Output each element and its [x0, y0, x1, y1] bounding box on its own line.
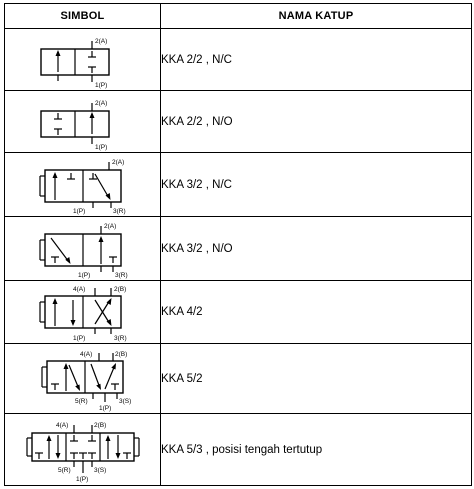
port-label: 1(P): [72, 335, 85, 342]
valve-name: KKA 5/3 , posisi tengah tertutup: [161, 414, 472, 486]
port-label: 4(A): [55, 421, 68, 429]
valve-5-3-symbol: [18, 417, 148, 483]
symbol-cell: [5, 344, 161, 414]
port-label: 2(B): [113, 286, 126, 293]
port-label: 2(A): [94, 37, 107, 45]
symbol-cell: [5, 414, 161, 486]
valve-name: KKA 2/2 , N/C: [161, 29, 472, 91]
valve-table: [4, 3, 472, 486]
valve-4-2-symbol: [23, 283, 143, 341]
port-label: 5(R): [57, 466, 71, 474]
port-label: 2(A): [111, 158, 124, 166]
symbol-cell: [5, 153, 161, 217]
port-label: 1(P): [94, 143, 107, 151]
port-label: 3(R): [112, 207, 126, 215]
table-row: [5, 344, 472, 414]
valve-name: KKA 3/2 , N/C: [161, 153, 472, 217]
port-label: 2(B): [93, 421, 106, 429]
valve-name: KKA 3/2 , N/O: [161, 217, 472, 281]
valve-3-2-no-symbol: [23, 220, 143, 278]
valve-3-2-nc-symbol: [23, 156, 143, 214]
port-label: 2(A): [103, 222, 116, 230]
header-row: [5, 4, 472, 29]
valve-5-2-symbol: [23, 347, 143, 411]
header-simbol: SIMBOL: [5, 4, 161, 29]
port-label: 1(P): [98, 404, 111, 412]
port-label: 3(R): [113, 335, 127, 342]
port-label: 2(B): [114, 350, 127, 358]
valve-name: KKA 5/2: [161, 344, 472, 414]
valve-2-2-nc-symbol: [23, 32, 143, 88]
table-row: [5, 91, 472, 153]
valve-name: KKA 2/2 , N/O: [161, 91, 472, 153]
port-label: 2(A): [94, 99, 107, 107]
table-row: [5, 153, 472, 217]
table-row: [5, 217, 472, 281]
port-label: 4(A): [79, 350, 92, 358]
table-row: [5, 414, 472, 486]
symbol-cell: [5, 91, 161, 153]
port-label: 1(P): [72, 207, 85, 215]
port-label: 3(S): [118, 397, 131, 405]
symbol-cell: [5, 217, 161, 281]
valve-name: KKA 4/2: [161, 281, 472, 344]
table-row: [5, 29, 472, 91]
port-label: 1(P): [77, 271, 90, 279]
symbol-cell: [5, 281, 161, 344]
table-row: [5, 281, 472, 344]
port-label: 4(A): [72, 286, 85, 293]
valve-2-2-no-symbol: [23, 94, 143, 150]
port-label: 3(S): [93, 466, 106, 474]
port-label: 5(R): [74, 397, 88, 405]
port-label: 1(P): [75, 475, 88, 483]
symbol-cell: [5, 29, 161, 91]
port-label: 3(R): [114, 271, 128, 279]
header-nama-katup: NAMA KATUP: [161, 4, 472, 29]
port-label: 1(P): [94, 81, 107, 89]
